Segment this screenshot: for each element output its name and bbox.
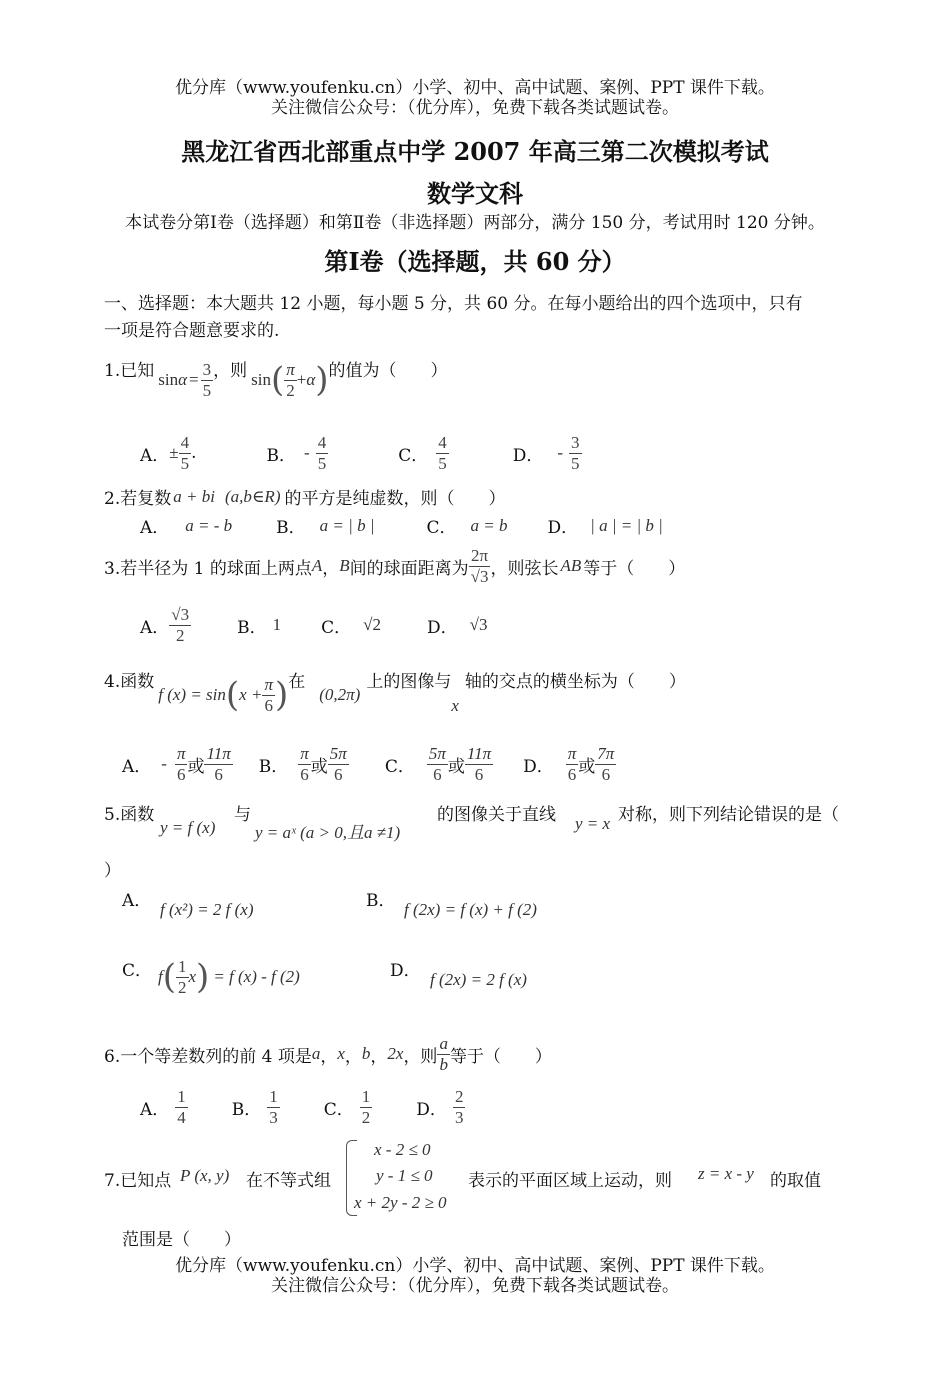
q3-option-a-label: A．	[140, 617, 170, 638]
q5-prefix: 5.函数	[104, 805, 155, 825]
q5-option-c-fraction: $\frac{1}{2}$	[178, 956, 187, 997]
header-line-1: 优分库（www.youfenku.cn）小学、初中、高中试题、案例、PPT 课件下载。	[175, 78, 775, 98]
q6-then: ，则	[403, 1046, 438, 1067]
page-title: 黑龙江省西北部重点中学 2007 年高三第二次模拟考试	[181, 137, 769, 166]
q1-option-b-fraction: $\frac{4}{5}$	[317, 432, 327, 473]
q2-option-c: a = b	[470, 515, 508, 535]
q1-right-paren: )	[315, 360, 329, 400]
q7-tail: 的取值	[770, 1171, 821, 1191]
q1-option-b-label: B．	[266, 445, 297, 466]
q5-option-c-f: f	[158, 967, 163, 986]
q6-tail: 等于（ ）	[449, 1046, 552, 1067]
part-1-title: 第Ⅰ卷（选择题，共 60 分）	[324, 247, 626, 276]
q6-options	[140, 1084, 465, 1130]
q1-option-c-fraction: $\frac{4}{5}$	[438, 432, 447, 473]
q6-option-a-fraction: $\frac{1}{4}$	[177, 1086, 186, 1127]
q6-fraction: $\frac{a}{b}$	[439, 1033, 448, 1074]
q4-option-b-frac-1: $\frac{\pi}{6}$	[300, 743, 309, 784]
q5-option-c-left-paren: (	[162, 957, 176, 997]
q5-option-c-rest: = f (x) - f (2)	[213, 967, 300, 986]
question-6	[104, 1030, 552, 1078]
q6-option-b-fraction: $\frac{1}{3}$	[269, 1086, 278, 1127]
q7-prefix: 7.已知点	[104, 1171, 172, 1191]
q1-option-d-sign: -	[557, 443, 564, 462]
q3-tail-2: 等于（ ）	[583, 558, 686, 579]
q5-option-a-label: A．	[122, 891, 152, 911]
q3-options	[140, 600, 487, 650]
q1-sin-2: sin	[251, 370, 271, 389]
q5-option-c-right-paren: )	[196, 957, 210, 997]
q4-option-d-frac-1: $\frac{\pi}{6}$	[567, 743, 577, 784]
q6-term-x: x	[337, 1044, 345, 1063]
q6-prefix: 6.一个等差数列的前 4 项是	[104, 1046, 312, 1067]
q3-option-c-label: C．	[321, 617, 352, 638]
q4-option-c-frac-2: $\frac{11\pi}{6}$	[466, 743, 492, 784]
q1-option-b-sign: -	[304, 443, 310, 462]
q5-option-b-label: B．	[366, 891, 396, 911]
q4-option-a-or: 或	[187, 756, 205, 777]
footer-line-1: 优分库（www.youfenku.cn）小学、初中、高中试题、案例、PPT 课件下载。	[175, 1256, 775, 1276]
q1-sin: sin	[158, 370, 179, 389]
q3-option-c: √2	[363, 615, 381, 634]
q4-prefix: 4.函数	[104, 672, 155, 692]
q6-option-b-label: B．	[231, 1099, 262, 1120]
q1-left-paren: (	[270, 360, 285, 400]
header-line-2: 关注微信公众号：（优分库），免费下载各类试题试卷。	[271, 98, 679, 118]
q4-option-a-label: A．	[122, 756, 152, 777]
q1-prefix: 1.已知	[104, 361, 155, 381]
q5-function-1: y = f (x)	[160, 818, 216, 837]
q6-term-b: b	[361, 1044, 371, 1063]
q3-tail-1: ，则弦长	[490, 558, 559, 579]
footer-line-2: 关注微信公众号：（优分库），免费下载各类试题试卷。	[271, 1276, 679, 1296]
q7-z-expr: z = x - y	[698, 1164, 754, 1183]
q1-plus: +	[296, 370, 307, 389]
q1-then: ，则	[213, 361, 248, 381]
question-3	[104, 542, 685, 590]
q5-option-d-label: D．	[390, 961, 421, 981]
q6-option-a-label: A．	[140, 1099, 170, 1120]
q7-mid-2: 表示的平面区域上运动，则	[468, 1171, 672, 1191]
q4-right-paren: )	[274, 675, 289, 715]
q3-point-b: B	[339, 556, 350, 575]
q5-close: ）	[104, 861, 121, 881]
q7-inequality-3: x + 2y - 2 ≥ 0	[354, 1193, 447, 1212]
q5-line: y = x	[575, 814, 611, 833]
q4-option-c-frac-1: $\frac{5\pi}{6}$	[428, 743, 446, 784]
q2-options	[140, 513, 663, 538]
exam-intro: 本试卷分第Ⅰ卷（选择题）和第Ⅱ卷（非选择题）两部分，满分 150 分，考试用时 120 分钟。	[125, 213, 825, 233]
q1-option-a-pm: ±	[169, 443, 179, 462]
q3-option-d: √3	[469, 615, 488, 634]
q3-ab: AB	[560, 556, 582, 575]
question-4	[104, 667, 686, 723]
q4-option-a-frac-1: $\frac{\pi}{6}$	[176, 743, 186, 784]
q6-term-a: a	[311, 1044, 321, 1063]
q5-option-c-x: x	[188, 967, 197, 986]
q2-option-a-label: A．	[140, 518, 170, 538]
q6-term-2x: 2x	[387, 1044, 404, 1063]
q1-alpha-2: α	[306, 370, 316, 389]
q2-option-b-label: B．	[276, 518, 306, 538]
q5-function-2: y = aˣ (a > 0,且a ≠1)	[255, 823, 401, 842]
q3-mid: 间的球面距离为	[349, 558, 469, 579]
q5-option-c	[158, 950, 300, 1004]
q3-point-a: A	[311, 556, 323, 575]
q4-x-variable: x	[451, 696, 459, 715]
q3-option-b-label: B．	[237, 617, 267, 638]
q1-options	[140, 430, 582, 476]
q2-option-b: a = | b |	[319, 515, 375, 535]
q6-option-d-label: D．	[416, 1099, 447, 1120]
q4-option-b-frac-2: $\frac{5\pi}{6}$	[329, 743, 347, 784]
q7-point: P (x, y)	[180, 1166, 230, 1185]
q1-pi-over-2: $\frac{\pi}{2}$	[286, 359, 295, 400]
q7-inequality-2: y - 1 ≤ 0	[376, 1166, 433, 1185]
q2-prefix: 2.若复数	[104, 489, 172, 509]
q1-alpha: α	[178, 370, 188, 389]
q4-tail: 轴的交点的横坐标为（ ）	[464, 672, 686, 692]
q4-pi-over-6: $\frac{\pi}{6}$	[264, 674, 273, 715]
q4-option-d-frac-2: $\frac{7\pi}{6}$	[597, 743, 615, 784]
q2-expr: a + bi	[173, 486, 215, 506]
q4-option-c-or: 或	[447, 756, 465, 777]
q5-with: 与	[234, 805, 251, 825]
q2-tail: 的平方是纯虚数，则（ ）	[284, 489, 506, 509]
q3-option-a-fraction: $\frac{√3}{2}$	[171, 604, 190, 645]
q3-option-b: 1	[272, 615, 282, 634]
q2-option-c-label: C．	[426, 518, 457, 538]
q5-option-b: f (2x) = f (x) + f (2)	[404, 900, 537, 919]
q2-condition: (a,b∈R)	[224, 486, 281, 506]
question-2	[104, 484, 505, 509]
q4-options	[122, 741, 616, 787]
q5-option-c-label: C．	[122, 961, 153, 981]
q2-option-d-label: D．	[547, 518, 579, 538]
page-subtitle: 数学文科	[427, 179, 523, 208]
q6-option-d-fraction: $\frac{2}{3}$	[454, 1086, 464, 1127]
q4-option-a-frac-2: $\frac{11\pi}{6}$	[206, 743, 231, 784]
q1-tail: 的值为（ ）	[328, 361, 448, 381]
q4-option-b-or: 或	[310, 756, 328, 777]
q4-x-plus: x +	[239, 685, 263, 704]
q6-option-c-fraction: $\frac{1}{2}$	[361, 1086, 371, 1127]
q3-prefix: 3.若半径为 1 的球面上两点	[104, 558, 312, 579]
q4-option-b-label: B．	[258, 756, 289, 777]
q5-option-a: f (x²) = 2 f (x)	[160, 900, 254, 919]
q1-fraction: $\frac{3}{5}$	[202, 359, 212, 400]
q7-line-2: 范围是（ ）	[122, 1230, 241, 1250]
q1-option-a-label: A．	[140, 445, 170, 466]
q3-comma: ，	[322, 558, 340, 579]
q2-option-d: | a | = | b |	[590, 515, 663, 535]
q4-left-paren: (	[225, 675, 240, 715]
q6-sep-1: ，	[320, 1046, 338, 1067]
q4-option-c-label: C．	[384, 756, 415, 777]
q6-option-c-label: C．	[323, 1099, 354, 1120]
q6-sep-2: ，	[344, 1046, 362, 1067]
q1-eq: =	[189, 370, 199, 389]
q5-tail: 对称，则下列结论错误的是（	[618, 805, 839, 825]
question-1	[104, 352, 448, 408]
q4-in: 在	[288, 672, 306, 692]
q3-fraction: $\frac{2\pi}{√3}$	[470, 545, 489, 586]
section-instructions-line-2: 一项是符合题意要求的.	[104, 321, 280, 341]
q7-inequality-1: x - 2 ≤ 0	[374, 1140, 431, 1159]
q5-option-d: f (2x) = 2 f (x)	[430, 970, 527, 989]
q4-interval: (0,2π)	[319, 685, 361, 704]
q4-option-a-sign: -	[161, 754, 167, 773]
q4-function: f (x) = sin	[158, 685, 226, 704]
q5-mid: 的图像关于直线	[437, 805, 556, 825]
q1-option-d-fraction: $\frac{3}{5}$	[571, 432, 580, 473]
q4-mid: 上的图像与	[366, 672, 452, 692]
q7-mid: 在不等式组	[246, 1171, 331, 1191]
q3-option-d-label: D．	[426, 617, 458, 638]
q4-option-d-label: D．	[523, 756, 554, 777]
q1-option-a-fraction: $\frac{4}{5}$	[180, 432, 190, 473]
q4-option-d-or: 或	[578, 756, 596, 777]
section-instructions-line-1: 一、选择题：本大题共 12 小题，每小题 5 分，共 60 分。在每小题给出的四个选项中，只有	[104, 294, 803, 314]
q6-sep-3: ，	[370, 1046, 388, 1067]
q1-option-d-label: D．	[512, 445, 544, 466]
q2-option-a: a = - b	[185, 515, 233, 535]
q1-option-a-dot: .	[191, 443, 197, 463]
q1-option-c-label: C．	[398, 445, 429, 466]
